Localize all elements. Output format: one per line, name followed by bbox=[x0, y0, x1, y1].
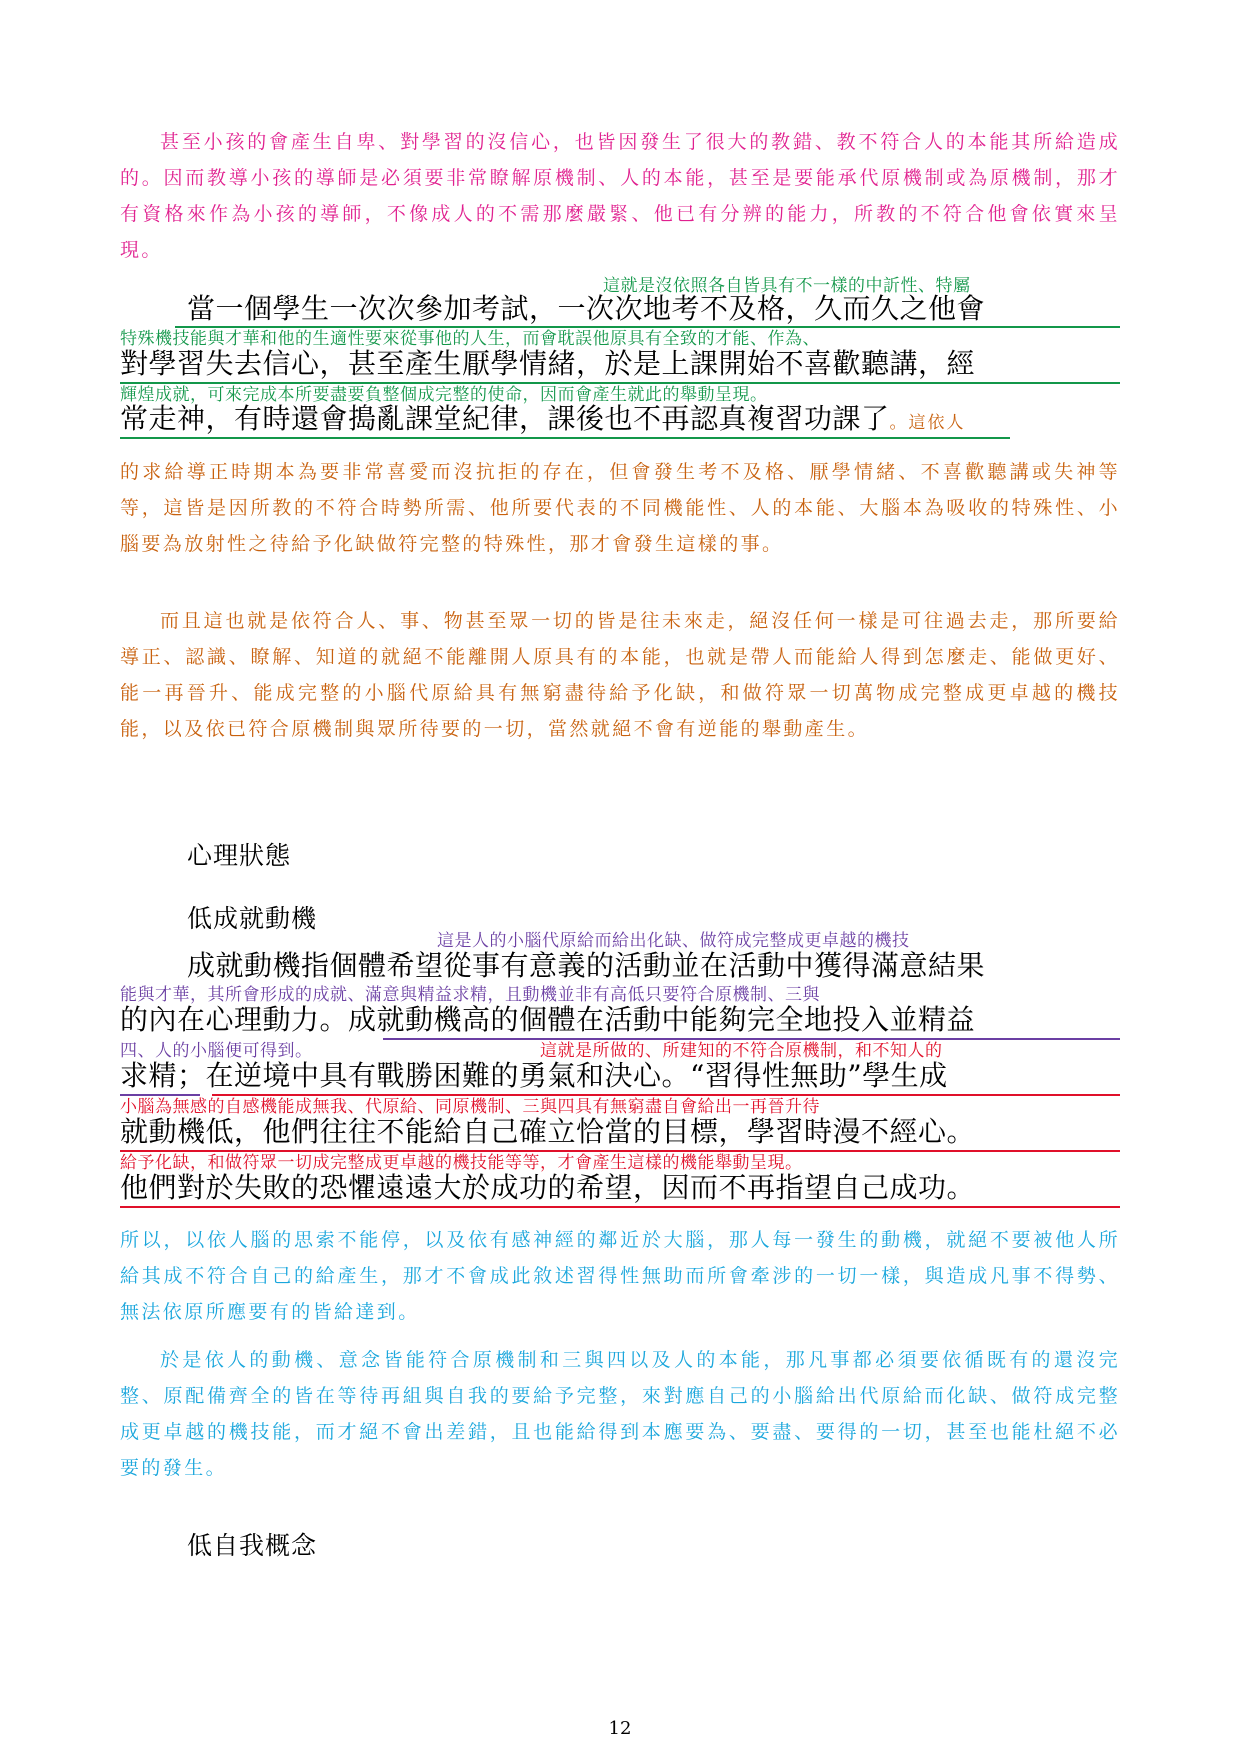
annotation-2a: 這是人的小腦代原給而給出化缺、做符成完整成更卓越的機技 bbox=[437, 931, 910, 951]
heading-low-achievement-motivation: 低成就動機 bbox=[187, 904, 318, 933]
annotation-2c: 四、人的小腦便可得到。 bbox=[120, 1041, 313, 1061]
main-line-1: 當一個學生一次次參加考試，一次次地考不及格，久而久之他會 bbox=[187, 292, 986, 325]
annotation-1a: 這就是沒依照各自皆具有不一樣的中訢性、特屬 bbox=[603, 276, 971, 296]
paragraph-5: 於是依人的動機、意念皆能符合原機制和三與四以及人的本能，那凡事都必須要依循既有的還沒完整、原配備齊全的皆在等待再組與自我的要給予完整，來對應自己的小腦給出代原給而化缺、做符成完整成更卓越的機技能，而才絕不會出差錯，且也能給得到本應要為、要盡、要得的一切，甚至也能杜絕不必要的發生。 bbox=[120, 1349, 1120, 1479]
main-line-3-tail: 。這依人 bbox=[889, 413, 966, 433]
underline-7 bbox=[120, 1150, 1120, 1152]
main-line-3-text: 常走神，有時還會搗亂課堂紀律，課後也不再認真複習功課了 bbox=[120, 402, 890, 435]
paragraph-1: 甚至小孩的會產生自卑、對學習的沒信心，也皆因發生了很大的教錯、教不符合人的本能其所給造成的。因而教導小孩的導師是必須要非常瞭解原機制、人的本能，甚至是要能承代原機制或為原機制，那才有資格來作為小孩的導師，不像成人的不需那麼嚴緊、他已有分辨的能力，所教的不符合他會依實來呈現。 bbox=[120, 131, 1120, 261]
main-line-4: 成就動機指個體希望從事有意義的活動並在活動中獲得滿意結果 bbox=[187, 949, 986, 982]
paragraph-2: 的求給導正時期本為要非常喜愛而沒抗拒的存在，但會發生考不及格、厭學情緒、不喜歡聽講或失神等等，這皆是因所教的不符合時勢所需、他所要代表的不同機能性、人的本能、大腦本為吸收的特殊性、小腦要為放射性之待給予化缺做符完整的特殊性，那才會發生這樣的事。 bbox=[120, 461, 1120, 555]
annotation-2d: 這就是所做的、所建知的不符合原機制，和不知人的 bbox=[540, 1041, 943, 1061]
underline-1 bbox=[175, 326, 1120, 328]
underline-6b bbox=[212, 1094, 1120, 1096]
paragraph-3: 而且這也就是依符合人、事、物甚至眾一切的皆是往未來走，絕沒任何一樣是可往過去走，那所要給導正、認識、瞭解、知道的就絕不能離開人原具有的本能，也就是帶人而能給人得到怎麼走、能做更好、能一再晉升、能成完整的小腦代原給具有無窮盡待給予化缺，和做符眾一切萬物成完整成更卓越的機技能，以及依已符合原機制與眾所待要的一切，當然就絕不會有逆能的舉動產生。 bbox=[120, 610, 1120, 740]
heading-psychological-state: 心理狀態 bbox=[187, 841, 292, 870]
page-number: 12 bbox=[608, 1718, 632, 1739]
underline-8 bbox=[120, 1206, 1120, 1208]
main-line-7: 就動機低，他們往往不能給自己確立恰當的目標，學習時漫不經心。 bbox=[120, 1115, 976, 1148]
main-line-6: 求精；在逆境中具有戰勝困難的勇氣和決心。“習得性無助”學生成 bbox=[120, 1059, 948, 1092]
main-line-5-b: 成就動機高的個體在活動中能夠完全地投入並精益 bbox=[348, 1003, 976, 1036]
annotation-1b: 特殊機技能與才華和他的生適性要來從事他的人生，而會耽誤他原具有全致的才能、作為、 bbox=[120, 329, 820, 349]
paragraph-4: 所以，以依人腦的思索不能停，以及依有感神經的鄰近於大腦，那人每一發生的動機，就絕不要被他人所給其成不符合自己的給產生，那才不會成此敘述習得性無助而所會牽涉的一切一樣，與造成凡事不得勢、無法依原所應要有的皆給達到。 bbox=[120, 1229, 1120, 1323]
annotation-2b: 能與才華，其所會形成的成就、滿意與精益求精，且動機並非有高低只要符合原機制、三與 bbox=[120, 985, 820, 1005]
underline-3 bbox=[120, 437, 1010, 439]
heading-low-self-concept: 低自我概念 bbox=[187, 1531, 318, 1560]
annotation-1c: 輝煌成就，可來完成本所要盡要負整個成完整的使命，因而會產生就此的舉動呈現。 bbox=[120, 385, 768, 405]
main-line-3 bbox=[120, 402, 1120, 440]
underline-6a bbox=[120, 1094, 200, 1096]
main-line-2: 對學習失去信心，甚至產生厭學情緒，於是上課開始不喜歡聽講，經 bbox=[120, 347, 976, 380]
underline-2 bbox=[120, 382, 1120, 384]
main-line-5 bbox=[120, 1003, 1120, 1037]
main-line-8: 他們對於失敗的恐懼遠遠大於成功的希望，因而不再指望自己成功。 bbox=[120, 1171, 976, 1204]
main-line-5-a: 的內在心理動力。 bbox=[120, 1003, 349, 1036]
underline-5 bbox=[383, 1038, 1120, 1040]
annotation-2f: 給予化缺，和做符眾一切成完整成更卓越的機技能等等，才會產生這樣的機能舉動呈現。 bbox=[120, 1153, 803, 1173]
annotation-2e: 小腦為無感的自感機能成無我、代原給、同原機制、三與四具有無窮盡自會給出一再晉升待 bbox=[120, 1097, 820, 1117]
